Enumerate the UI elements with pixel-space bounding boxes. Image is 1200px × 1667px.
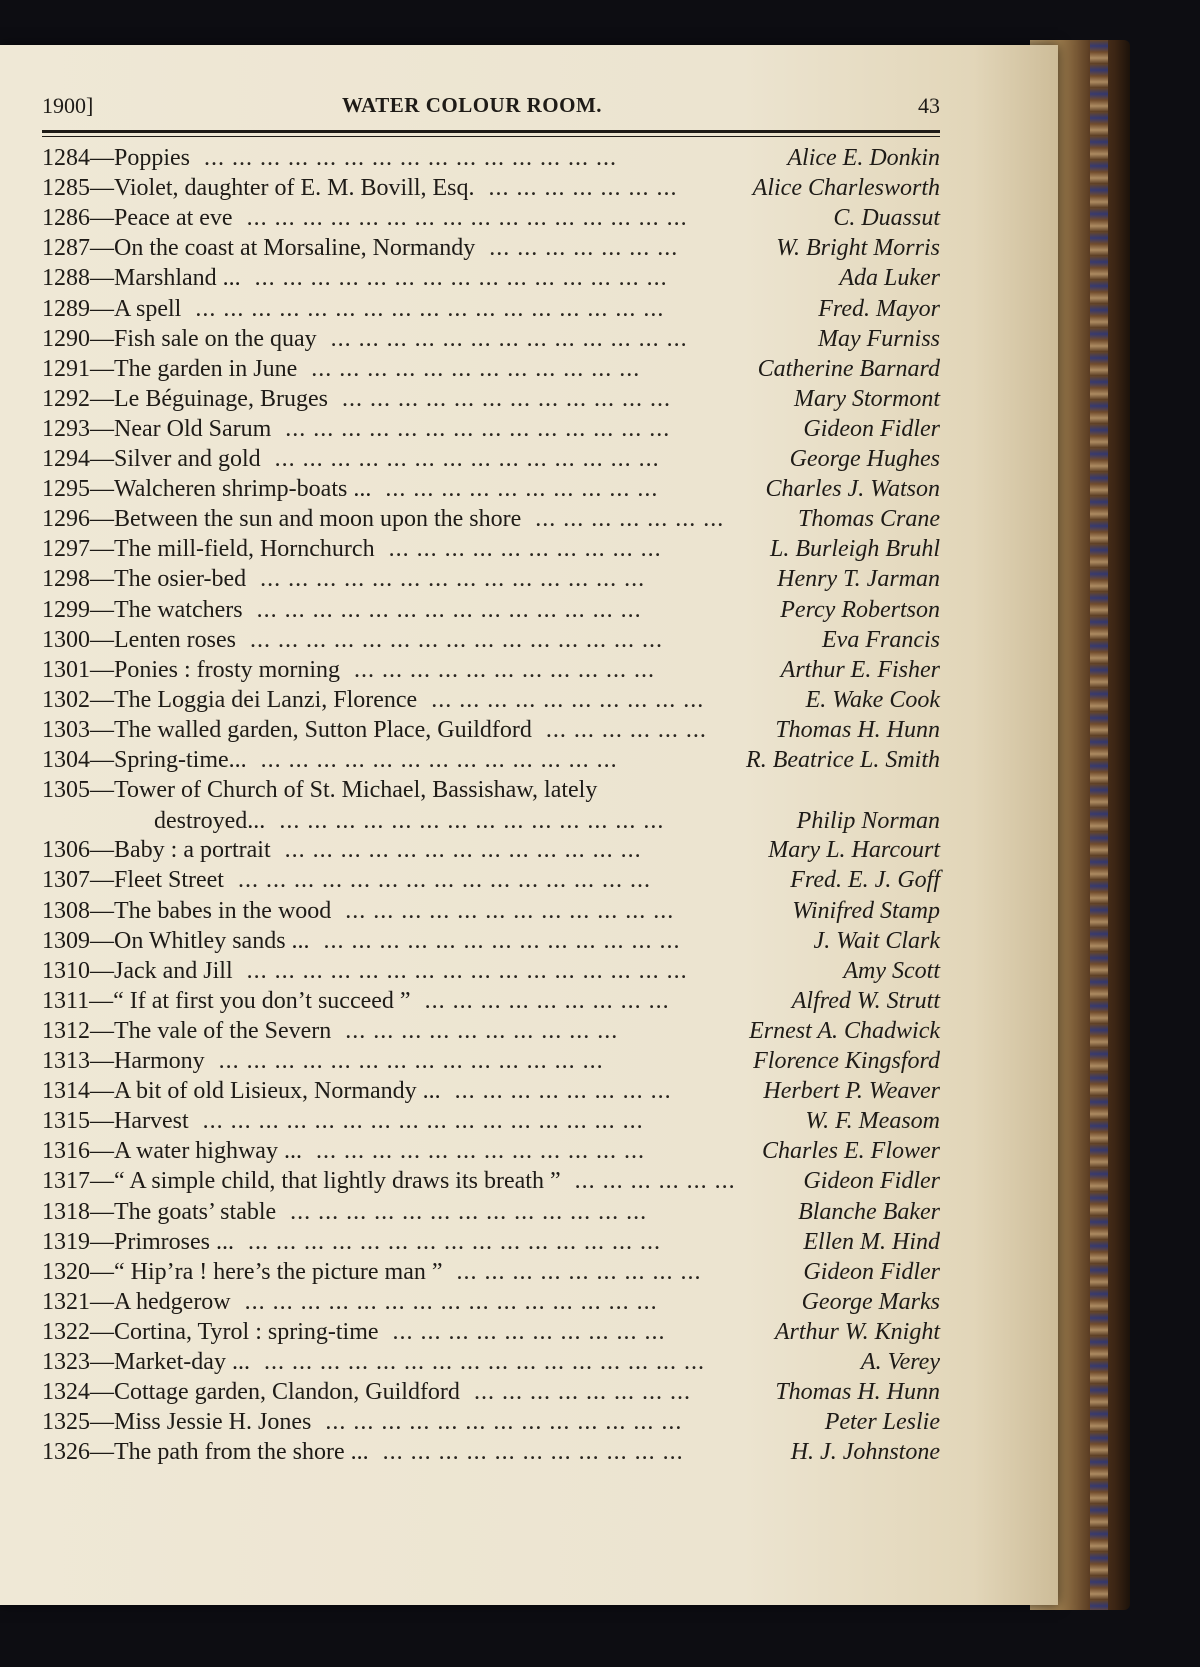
entry-title: 1307—Fleet Street bbox=[42, 867, 224, 894]
catalogue-entry bbox=[42, 1379, 940, 1411]
leader-dots: ... ... ... ... ... ... ... ... ... ... bbox=[345, 1017, 619, 1044]
leader-dots: ... ... ... ... ... ... ... ... ... ... ... ... bbox=[311, 355, 641, 382]
entry-title: 1315—Harvest bbox=[42, 1108, 189, 1135]
entry-title: 1317—“ A simple child, that lightly draws its breath ” bbox=[42, 1168, 561, 1195]
catalogue-entry bbox=[42, 235, 940, 267]
catalogue-entry bbox=[42, 687, 940, 719]
entry-artist: R. Beatrice L. Smith bbox=[746, 747, 940, 773]
entry-artist: Mary Stormont bbox=[794, 385, 940, 412]
entry-title: 1293—Near Old Sarum bbox=[42, 415, 272, 442]
catalogue-entry bbox=[42, 416, 940, 448]
catalogue-entry bbox=[42, 747, 940, 779]
entry-title: 1285—Violet, daughter of E. M. Bovill, Esq. bbox=[42, 175, 475, 202]
entry-title: 1324—Cottage garden, Clandon, Guildford bbox=[42, 1379, 460, 1406]
entry-artist: Gideon Fidler bbox=[803, 1168, 940, 1195]
leader-dots: ... ... ... ... ... ... ... ... bbox=[473, 1379, 691, 1406]
header-rule-thick bbox=[42, 130, 940, 133]
entry-artist: Arthur W. Knight bbox=[774, 1318, 940, 1345]
entry-title: 1318—The goats’ stable bbox=[42, 1198, 277, 1225]
entry-title: 1294—Silver and gold bbox=[42, 446, 261, 472]
leader-dots: ... ... ... ... ... ... ... ... ... ... ... ... ... ... ... ... bbox=[202, 1108, 644, 1135]
leader-dots: ... ... ... ... ... ... ... ... bbox=[454, 1078, 672, 1105]
entry-title: 1302—The Loggia dei Lanzi, Florence bbox=[42, 686, 418, 713]
entry-title-continuation: destroyed... bbox=[154, 808, 266, 835]
catalogue-entry bbox=[42, 296, 940, 328]
entry-artist: A. Verey bbox=[860, 1349, 940, 1375]
entry-artist: May Furniss bbox=[818, 325, 940, 352]
catalogue-entry bbox=[42, 1048, 940, 1080]
leader-dots: ... ... ... ... ... ... bbox=[574, 1168, 736, 1195]
catalogue-entry bbox=[42, 1439, 940, 1471]
entry-title: 1301—Ponies : frosty morning bbox=[42, 656, 340, 683]
entry-title: 1297—The mill-field, Hornchurch bbox=[42, 536, 375, 563]
catalogue-entry bbox=[42, 175, 940, 207]
entry-title: 1308—The babes in the wood bbox=[42, 897, 332, 924]
catalogue-entry bbox=[42, 867, 940, 899]
leader-dots: ... ... ... ... ... ... ... ... ... ... ... ... ... ... ... ... ... bbox=[195, 295, 665, 322]
entry-title: 1296—Between the sun and moon upon the shore bbox=[42, 506, 522, 533]
catalogue-entry bbox=[42, 536, 940, 568]
entry-title: 1320—“ Hip’ra ! here’s the picture man ” bbox=[42, 1258, 443, 1285]
entry-title: 1287—On the coast at Morsaline, Normandy bbox=[42, 235, 476, 262]
catalogue-entry bbox=[42, 1168, 940, 1200]
entry-artist: L. Burleigh Bruhl bbox=[769, 536, 940, 563]
entry-title: 1313—Harmony bbox=[42, 1048, 205, 1074]
page-number: 43 bbox=[918, 93, 940, 118]
catalogue-entry bbox=[42, 837, 940, 869]
entry-artist: Ada Luker bbox=[839, 265, 940, 292]
entry-artist: Peter Leslie bbox=[824, 1409, 940, 1436]
catalogue-entry bbox=[42, 476, 940, 508]
leader-dots: ... ... ... ... ... ... ... bbox=[535, 506, 725, 533]
header-title: WATER COLOUR ROOM. bbox=[342, 93, 603, 117]
entry-artist: Henry T. Jarman bbox=[777, 566, 940, 593]
entry-artist: George Hughes bbox=[789, 446, 940, 472]
entry-title: 1311—“ If at first you don’t succeed ” bbox=[42, 987, 411, 1014]
leader-dots: ... ... ... ... ... ... ... ... ... ... ... ... ... ... bbox=[285, 415, 671, 442]
catalogue-entry bbox=[42, 928, 940, 960]
entry-artist: Fred. E. J. Goff bbox=[790, 867, 940, 894]
leader-dots: ... ... ... ... ... ... ... ... ... ... bbox=[392, 1318, 666, 1345]
leader-dots: ... ... ... ... ... ... ... ... ... ... ... ... ... ... ... ... bbox=[263, 1349, 705, 1375]
entry-title: 1291—The garden in June bbox=[42, 355, 298, 382]
entry-artist: Fred. Mayor bbox=[818, 295, 940, 322]
catalogue-entry bbox=[42, 446, 940, 478]
entry-artist: Herbert P. Weaver bbox=[763, 1078, 940, 1105]
entry-title: 1298—The osier-bed bbox=[42, 566, 247, 593]
catalogue-entry bbox=[42, 386, 940, 418]
leader-dots: ... ... ... ... ... ... ... ... ... ... ... ... ... ... ... bbox=[249, 626, 663, 653]
catalogue-entry bbox=[42, 145, 940, 177]
entry-artist: George Marks bbox=[801, 1288, 940, 1315]
catalogue-entry bbox=[42, 1319, 940, 1351]
entry-artist: W. Bright Morris bbox=[776, 235, 940, 262]
entry-title: 1303—The walled garden, Sutton Place, Guildford bbox=[42, 716, 532, 743]
leader-dots: ... ... ... ... ... ... ... ... ... bbox=[424, 987, 670, 1014]
leader-dots: ... ... ... ... ... ... ... ... ... ... ... ... ... ... bbox=[260, 566, 646, 593]
catalogue-entry bbox=[42, 205, 940, 237]
leader-dots: ... ... ... ... ... ... ... ... ... ... ... ... ... bbox=[325, 1409, 683, 1436]
entry-artist: H. J. Johnstone bbox=[790, 1439, 940, 1466]
entry-artist: Charles J. Watson bbox=[765, 476, 940, 503]
leader-dots: ... ... ... ... ... ... bbox=[545, 716, 707, 743]
catalogue-entry bbox=[42, 1108, 940, 1140]
leader-dots: ... ... ... ... ... ... ... ... ... ... ... ... ... ... ... bbox=[248, 1228, 661, 1255]
entry-artist: Thomas H. Hunn bbox=[775, 1379, 940, 1406]
catalogue-entry bbox=[42, 566, 940, 598]
entry-artist: Arthur E. Fisher bbox=[780, 656, 940, 683]
catalogue-entry bbox=[42, 717, 940, 749]
entry-artist: Alice Charlesworth bbox=[752, 175, 940, 202]
entry-artist: W. F. Measom bbox=[805, 1108, 940, 1135]
catalogue-entry bbox=[42, 1349, 940, 1381]
entry-artist: Gideon Fidler bbox=[803, 415, 940, 442]
leader-dots: ... ... ... ... ... ... ... bbox=[488, 175, 678, 202]
entry-artist: Thomas Crane bbox=[797, 506, 940, 533]
leader-dots: ... ... ... ... ... ... ... ... ... ... ... bbox=[382, 1439, 684, 1466]
entry-title: 1292—Le Béguinage, Bruges bbox=[42, 385, 328, 412]
entry-title: 1309—On Whitley sands ... bbox=[42, 927, 310, 954]
running-header bbox=[42, 93, 940, 127]
leader-dots: ... ... ... ... ... ... ... ... ... ... ... ... ... ... bbox=[279, 808, 665, 835]
catalogue-entry bbox=[42, 1289, 940, 1321]
leader-dots: ... ... ... ... ... ... ... ... ... ... ... ... ... ... bbox=[218, 1048, 604, 1074]
entry-title: 1314—A bit of old Lisieux, Normandy ... bbox=[42, 1078, 441, 1105]
leader-dots: ... ... ... ... ... ... ... ... ... ... ... ... ... ... ... bbox=[244, 1288, 658, 1315]
leader-dots: ... ... ... ... ... ... ... ... ... ... ... ... ... ... ... bbox=[237, 867, 651, 894]
entry-title: 1325—Miss Jessie H. Jones bbox=[42, 1409, 312, 1436]
entry-title: 1290—Fish sale on the quay bbox=[42, 325, 317, 352]
catalogue-entry bbox=[42, 1199, 940, 1231]
leader-dots: ... ... ... ... ... ... ... ... ... ... bbox=[431, 686, 705, 713]
entry-title: 1326—The path from the shore ... bbox=[42, 1439, 369, 1466]
leader-dots: ... ... ... ... ... ... ... ... ... ... ... ... bbox=[345, 897, 675, 924]
entry-title: 1299—The watchers bbox=[42, 596, 243, 623]
entry-artist: C. Duassut bbox=[833, 205, 940, 232]
header-rule-thin bbox=[42, 136, 940, 137]
entry-artist: Ernest A. Chadwick bbox=[749, 1017, 940, 1044]
catalogue-entry bbox=[42, 777, 940, 835]
leader-dots: ... ... ... ... ... ... ... ... ... ... ... ... ... bbox=[260, 747, 618, 773]
leader-dots: ... ... ... ... ... ... ... ... ... ... ... ... ... bbox=[323, 927, 681, 954]
catalogue-entry bbox=[42, 356, 940, 388]
entry-title: 1284—Poppies bbox=[42, 145, 191, 171]
entry-title: 1319—Primroses ... bbox=[42, 1228, 234, 1255]
entry-title: 1316—A water highway ... bbox=[42, 1138, 302, 1165]
catalogue-entry bbox=[42, 597, 940, 629]
entry-title: 1288—Marshland ... bbox=[42, 265, 241, 292]
catalogue-entry bbox=[42, 1229, 940, 1261]
entry-title: 1321—A hedgerow bbox=[42, 1288, 231, 1315]
catalogue-entry bbox=[42, 1138, 940, 1170]
leader-dots: ... ... ... ... ... ... ... ... ... bbox=[456, 1258, 702, 1285]
leader-dots: ... ... ... ... ... ... ... ... ... ... ... ... ... ... bbox=[256, 596, 642, 623]
catalogue-entry bbox=[42, 1078, 940, 1110]
entry-artist: Charles E. Flower bbox=[762, 1138, 940, 1165]
entry-artist: Percy Robertson bbox=[780, 596, 940, 623]
leader-dots: ... ... ... ... ... ... ... ... ... ... ... ... ... bbox=[290, 1198, 648, 1225]
entry-title: 1310—Jack and Jill bbox=[42, 957, 233, 984]
entry-artist: Eva Francis bbox=[822, 626, 940, 653]
entry-title: 1286—Peace at eve bbox=[42, 205, 233, 232]
leader-dots: ... ... ... ... ... ... ... ... ... ... ... ... ... ... ... bbox=[204, 145, 618, 171]
catalogue-entry bbox=[42, 1259, 940, 1291]
entry-title: 1289—A spell bbox=[42, 295, 182, 322]
catalogue-entry bbox=[42, 1409, 940, 1441]
leader-dots: ... ... ... ... ... ... ... ... ... ... ... ... ... bbox=[330, 325, 688, 352]
entry-artist: Florence Kingsford bbox=[753, 1048, 940, 1074]
entry-artist: Ellen M. Hind bbox=[803, 1228, 940, 1255]
catalogue-entry bbox=[42, 326, 940, 358]
entry-artist: Amy Scott bbox=[843, 957, 940, 984]
leader-dots: ... ... ... ... ... ... ... ... ... ... ... ... ... bbox=[284, 837, 642, 864]
entry-artist: Blanche Baker bbox=[798, 1198, 940, 1225]
entry-artist: Catherine Barnard bbox=[757, 355, 940, 382]
entry-title: 1305—Tower of Church of St. Michael, Bassishaw, lately bbox=[42, 777, 598, 804]
entry-artist: Alice E. Donkin bbox=[787, 145, 940, 171]
catalogue-entry bbox=[42, 898, 940, 930]
catalogue-entry bbox=[42, 627, 940, 659]
entry-title: 1304—Spring-time... bbox=[42, 747, 247, 773]
entry-title: 1312—The vale of the Severn bbox=[42, 1017, 332, 1044]
leader-dots: ... ... ... ... ... ... ... ... ... ... ... bbox=[354, 656, 655, 683]
entry-title: 1322—Cortina, Tyrol : spring-time bbox=[42, 1318, 379, 1345]
entry-title: 1323—Market-day ... bbox=[42, 1349, 250, 1375]
leader-dots: ... ... ... ... ... ... ... ... ... ... ... ... ... ... ... ... bbox=[246, 957, 688, 984]
entry-artist: Mary L. Harcourt bbox=[768, 837, 940, 864]
leader-dots: ... ... ... ... ... ... ... ... ... ... ... ... ... ... bbox=[274, 446, 660, 472]
catalogue-entry bbox=[42, 657, 940, 689]
leader-dots: ... ... ... ... ... ... ... ... ... ... bbox=[388, 536, 662, 563]
entry-title: 1300—Lenten roses bbox=[42, 626, 236, 653]
entry-artist: Thomas H. Hunn bbox=[775, 716, 940, 743]
entry-title: 1295—Walcheren shrimp-boats ... bbox=[42, 476, 372, 503]
book-page bbox=[0, 45, 1058, 1605]
catalogue-entry bbox=[42, 506, 940, 538]
catalogue-entry bbox=[42, 265, 940, 297]
header-year: 1900] bbox=[42, 93, 94, 118]
leader-dots: ... ... ... ... ... ... ... bbox=[489, 235, 679, 262]
leader-dots: ... ... ... ... ... ... ... ... ... ... ... ... ... ... ... bbox=[254, 265, 668, 292]
entry-artist: Alfred W. Strutt bbox=[791, 987, 940, 1014]
leader-dots: ... ... ... ... ... ... ... ... ... ... ... ... bbox=[315, 1138, 645, 1165]
catalogue-entry bbox=[42, 958, 940, 990]
entry-artist: J. Wait Clark bbox=[813, 927, 940, 954]
leader-dots: ... ... ... ... ... ... ... ... ... ... bbox=[385, 476, 659, 503]
entry-artist: Gideon Fidler bbox=[803, 1258, 940, 1285]
entry-artist: Winifred Stamp bbox=[792, 897, 940, 924]
catalogue-entry bbox=[42, 988, 940, 1020]
entry-title: 1306—Baby : a portrait bbox=[42, 837, 271, 864]
leader-dots: ... ... ... ... ... ... ... ... ... ... ... ... ... ... ... ... bbox=[246, 205, 688, 232]
catalogue-entry bbox=[42, 1018, 940, 1050]
leader-dots: ... ... ... ... ... ... ... ... ... ... ... ... bbox=[341, 385, 671, 412]
entry-artist: Philip Norman bbox=[796, 808, 940, 835]
entry-artist: E. Wake Cook bbox=[805, 686, 940, 713]
